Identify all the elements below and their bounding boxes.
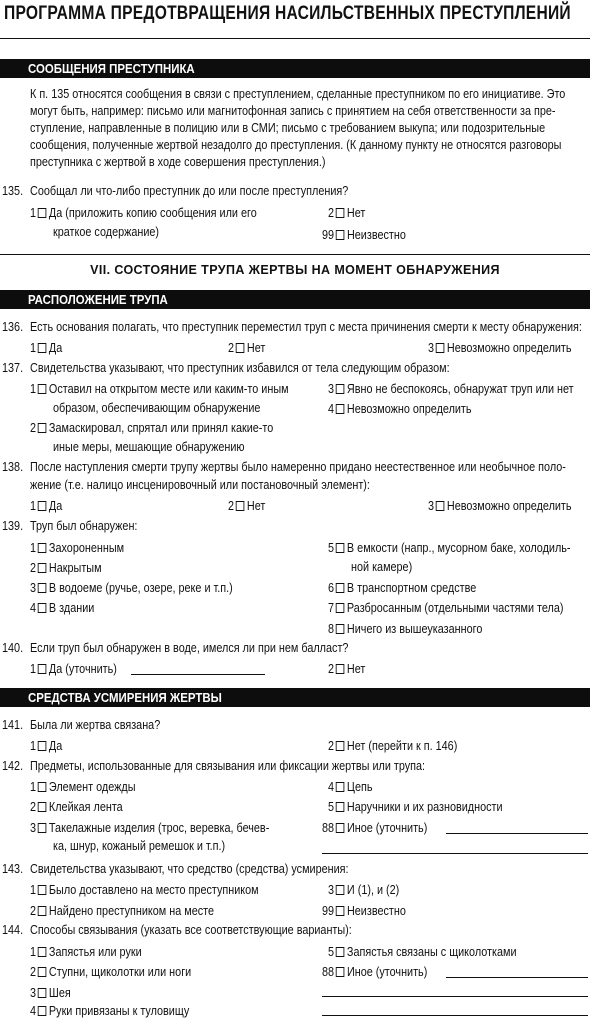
checkbox-icon[interactable]: [38, 947, 47, 957]
checkbox-icon[interactable]: [336, 782, 345, 792]
option-label: Запястья или руки: [48, 945, 142, 959]
question-text: Свидетельства указывают, что средство (средства) усмирения:: [30, 862, 349, 876]
section-header-restraint: СРЕДСТВА УСМИРЕНИЯ ЖЕРТВЫ: [28, 690, 222, 705]
checkbox-icon[interactable]: [38, 664, 47, 674]
option-label: Руки привязаны к туловищу: [48, 1004, 190, 1018]
option-136-3[interactable]: [428, 340, 572, 357]
option-code: 7: [328, 601, 335, 615]
option-code: 88: [322, 965, 335, 979]
option-code: 6: [328, 581, 335, 595]
question-text: Есть основания полагать, что преступник переместил труп с места причинения смерти к месту обнаружения:: [30, 320, 582, 334]
option-label: Ничего из вышеуказанного: [346, 622, 483, 636]
option-label: Клейкая лента: [48, 800, 123, 814]
option-label: В здании: [48, 601, 95, 615]
checkbox-icon[interactable]: [38, 423, 47, 433]
option-139-3[interactable]: [30, 580, 233, 597]
question-text: Труп был обнаружен:: [30, 519, 138, 533]
option-139-2[interactable]: [30, 560, 102, 577]
checkbox-icon[interactable]: [436, 501, 445, 511]
option-code: 5: [328, 541, 335, 555]
option-code: 1: [30, 382, 37, 396]
option-135-99[interactable]: [322, 227, 406, 244]
checkbox-icon[interactable]: [38, 823, 47, 833]
option-label: Иное (уточнить): [346, 965, 428, 979]
option-135-2[interactable]: [328, 205, 365, 222]
option-142-5[interactable]: [328, 799, 503, 816]
option-144-88[interactable]: [322, 964, 427, 981]
question-number: 135.: [2, 184, 24, 198]
option-code: 2: [328, 206, 335, 220]
checkbox-icon[interactable]: [38, 906, 47, 916]
option-code: 4: [328, 780, 335, 794]
option-code: 3: [328, 883, 335, 897]
question-number: 140.: [2, 641, 24, 655]
intro-line: могут быть, например: письмо или магнитофонная запись с принятием на себя ответственности за пре-: [30, 104, 556, 118]
option-label: Да (приложить копию сообщения или его: [48, 206, 257, 220]
option-139-6[interactable]: [328, 580, 476, 597]
option-label: Невозможно определить: [346, 402, 472, 416]
option-136-1[interactable]: [30, 340, 62, 357]
question-number: 139.: [2, 519, 24, 533]
specify-line-140[interactable]: [131, 674, 265, 675]
option-143-3[interactable]: [328, 882, 399, 899]
option-137-3[interactable]: [328, 381, 574, 398]
question-text-cont: жение (т.е. налицо инсценировочный или постановочный элемент):: [30, 478, 370, 492]
section-bar-location: [0, 290, 590, 309]
checkbox-icon[interactable]: [38, 782, 47, 792]
option-label: В емкости (напр., мусорном баке, холодиль-: [346, 541, 571, 555]
question-text: Способы связывания (указать все соответствующие варианты):: [30, 923, 352, 937]
option-label: Нет: [346, 206, 366, 220]
checkbox-icon[interactable]: [38, 583, 47, 593]
checkbox-icon[interactable]: [38, 988, 47, 998]
question-text: Предметы, использованные для связывания или фиксации жертвы или трупа:: [30, 759, 426, 773]
option-code: 3: [328, 382, 335, 396]
option-label: Оставил на открытом месте или каким-то иным: [48, 382, 289, 396]
option-142-1[interactable]: [30, 779, 135, 796]
option-label: Замаскировал, спрятал или принял какие-то: [48, 421, 274, 435]
option-code: 2: [228, 341, 235, 355]
option-label: Найдено преступником на месте: [48, 904, 215, 918]
question-text: Сообщал ли что-либо преступник до или после преступления?: [30, 184, 349, 198]
option-label: Цепь: [346, 780, 373, 794]
checkbox-icon[interactable]: [38, 802, 47, 812]
checkbox-icon[interactable]: [336, 583, 345, 593]
checkbox-icon[interactable]: [38, 741, 47, 751]
option-label: Разбросанным (отдельными частями тела): [346, 601, 564, 615]
checkbox-icon[interactable]: [236, 343, 245, 353]
option-144-4[interactable]: [30, 1003, 189, 1020]
checkbox-icon[interactable]: [336, 802, 345, 812]
option-code: 4: [30, 1004, 37, 1018]
section-header-messages: СООБЩЕНИЯ ПРЕСТУПНИКА: [28, 61, 195, 76]
checkbox-icon[interactable]: [336, 208, 345, 218]
option-136-2[interactable]: [228, 340, 265, 357]
option-label: Накрытым: [48, 561, 102, 575]
option-label: Да (уточнить): [48, 662, 117, 676]
option-label: Да: [48, 341, 63, 355]
checkbox-icon[interactable]: [336, 603, 345, 613]
checkbox-icon[interactable]: [436, 343, 445, 353]
option-135-1[interactable]: [30, 205, 257, 222]
section-header-location: РАСПОЛОЖЕНИЕ ТРУПА: [28, 292, 168, 307]
intro-line: ступление, направленные в полицию или в СМИ; письмо с требованием выкупа; или подозрительные: [30, 121, 546, 135]
checkbox-icon[interactable]: [38, 208, 47, 218]
checkbox-icon[interactable]: [336, 947, 345, 957]
option-code: 99: [322, 228, 335, 242]
checkbox-icon[interactable]: [336, 624, 345, 634]
option-141-1[interactable]: [30, 738, 62, 755]
option-code: 1: [30, 341, 37, 355]
option-137-1[interactable]: [30, 381, 289, 398]
option-code: 99: [322, 904, 335, 918]
option-139-8[interactable]: [328, 621, 482, 638]
option-code: 2: [30, 800, 37, 814]
option-138-2[interactable]: [228, 498, 265, 515]
option-label: Запястья связаны с щиколотками: [346, 945, 517, 959]
option-code: 3: [30, 986, 37, 1000]
checkbox-icon[interactable]: [336, 906, 345, 916]
option-code: 3: [428, 499, 435, 513]
option-142-2[interactable]: [30, 799, 123, 816]
option-label: Такелажные изделия (трос, веревка, бечев-: [48, 821, 270, 835]
option-code: 8: [328, 622, 335, 636]
option-label: Невозможно определить: [446, 499, 572, 513]
option-label-cont: ка, шнур, кожаный ремешок и т.п.): [53, 839, 226, 853]
option-label: Невозможно определить: [446, 341, 572, 355]
option-code: 2: [228, 499, 235, 513]
question-text: После наступления смерти трупу жертвы было намеренно придано неестественное или необычное поло-: [30, 460, 566, 474]
option-label: Да: [48, 739, 63, 753]
option-label: В транспортном средстве: [346, 581, 477, 595]
question-number: 144.: [2, 923, 24, 937]
specify-line-142[interactable]: [446, 833, 588, 834]
option-140-2[interactable]: [328, 661, 365, 678]
section-bar-restraint: [0, 688, 590, 707]
option-143-2[interactable]: [30, 903, 214, 920]
section-title-vii: VII. СОСТОЯНИЕ ТРУПА ЖЕРТВЫ НА МОМЕНТ ОБНАРУЖЕНИЯ: [90, 263, 500, 277]
question-number: 136.: [2, 320, 24, 334]
option-label: И (1), и (2): [346, 883, 400, 897]
option-144-5[interactable]: [328, 944, 517, 961]
option-144-1[interactable]: [30, 944, 142, 961]
option-label: Неизвестно: [346, 904, 406, 918]
question-text: Если труп был обнаружен в воде, имелся ли при нем балласт?: [30, 641, 349, 655]
page-title: ПРОГРАММА ПРЕДОТВРАЩЕНИЯ НАСИЛЬСТВЕННЫХ ПРЕСТУПЛЕНИЙ: [4, 2, 571, 24]
checkbox-icon[interactable]: [336, 384, 345, 394]
question-number: 142.: [2, 759, 24, 773]
checkbox-icon[interactable]: [336, 664, 345, 674]
option-138-1[interactable]: [30, 498, 62, 515]
option-143-1[interactable]: [30, 882, 259, 899]
option-label: Нет: [346, 662, 366, 676]
checkbox-icon[interactable]: [38, 885, 47, 895]
option-code: 2: [30, 421, 37, 435]
specify-line-144[interactable]: [446, 977, 588, 978]
option-code: 1: [30, 883, 37, 897]
option-code: 3: [30, 821, 37, 835]
option-144-3[interactable]: [30, 985, 71, 1002]
checkbox-icon[interactable]: [336, 885, 345, 895]
option-139-7[interactable]: [328, 600, 564, 617]
option-142-88[interactable]: [322, 820, 427, 837]
option-label: Неизвестно: [346, 228, 406, 242]
option-label: В водоеме (ручье, озере, реке и т.п.): [48, 581, 233, 595]
option-142-3[interactable]: [30, 820, 269, 837]
option-label-cont: краткое содержание): [53, 225, 160, 239]
checkbox-icon[interactable]: [38, 543, 47, 553]
option-140-1[interactable]: [30, 661, 117, 678]
option-label: Нет: [246, 341, 266, 355]
option-code: 2: [328, 662, 335, 676]
option-code: 1: [30, 206, 37, 220]
specify-line-144b[interactable]: [322, 996, 588, 997]
option-label-cont: образом, обеспечивающим обнаружение: [53, 401, 261, 415]
option-code: 1: [30, 541, 37, 555]
question-number: 138.: [2, 460, 24, 474]
option-code: 88: [322, 821, 335, 835]
specify-line-144c[interactable]: [322, 1015, 588, 1016]
title-divider: [0, 38, 590, 39]
question-number: 137.: [2, 361, 24, 375]
option-138-3[interactable]: [428, 498, 572, 515]
intro-line: К п. 135 относятся сообщения в связи с преступлением, сделанные преступником по его инициативе. Это: [30, 87, 566, 101]
option-code: 4: [328, 402, 335, 416]
checkbox-icon[interactable]: [336, 230, 345, 240]
checkbox-icon[interactable]: [38, 343, 47, 353]
option-137-2[interactable]: [30, 420, 273, 437]
option-code: 2: [30, 561, 37, 575]
option-code: 1: [30, 945, 37, 959]
checkbox-icon[interactable]: [38, 563, 47, 573]
specify-line-142b[interactable]: [322, 853, 588, 854]
question-text: Свидетельства указывают, что преступник избавился от тела следующим образом:: [30, 361, 450, 375]
option-139-4[interactable]: [30, 600, 94, 617]
option-label-cont: ной камере): [351, 560, 413, 574]
checkbox-icon[interactable]: [336, 404, 345, 414]
option-141-2[interactable]: [328, 738, 457, 755]
option-label: Нет: [246, 499, 266, 513]
section-divider: [0, 254, 590, 255]
option-label: Шея: [48, 986, 71, 1000]
option-code: 2: [30, 904, 37, 918]
option-code: 1: [30, 780, 37, 794]
option-code: 3: [30, 581, 37, 595]
checkbox-icon[interactable]: [336, 543, 345, 553]
question-text: Была ли жертва связана?: [30, 718, 161, 732]
option-142-4[interactable]: [328, 779, 372, 796]
option-code: 5: [328, 800, 335, 814]
option-label-cont: иные меры, мешающие обнаружению: [53, 440, 245, 454]
option-code: 4: [30, 601, 37, 615]
option-label: Захороненным: [48, 541, 125, 555]
option-label: Ступни, щиколотки или ноги: [48, 965, 192, 979]
checkbox-icon[interactable]: [336, 741, 345, 751]
option-label: Наручники и их разновидности: [346, 800, 503, 814]
checkbox-icon[interactable]: [236, 501, 245, 511]
option-code: 2: [30, 965, 37, 979]
section-bar-messages: [0, 59, 590, 78]
question-number: 143.: [2, 862, 24, 876]
checkbox-icon[interactable]: [38, 603, 47, 613]
checkbox-icon[interactable]: [38, 1006, 47, 1016]
option-label: Нет (перейти к п. 146): [346, 739, 458, 753]
intro-line: сообщения, полученные жертвой незадолго до преступления. (К данному пункту не относятся разговоры: [30, 138, 562, 152]
option-code: 1: [30, 662, 37, 676]
intro-line: преступника с жертвой в ходе совершения преступления.): [30, 155, 326, 169]
option-code: 1: [30, 739, 37, 753]
checkbox-icon[interactable]: [38, 501, 47, 511]
option-label: Элемент одежды: [48, 780, 136, 794]
option-code: 2: [328, 739, 335, 753]
option-code: 3: [428, 341, 435, 355]
option-label: Было доставлено на место преступником: [48, 883, 259, 897]
option-label: Да: [48, 499, 63, 513]
checkbox-icon[interactable]: [336, 823, 345, 833]
checkbox-icon[interactable]: [38, 967, 47, 977]
question-number: 141.: [2, 718, 24, 732]
option-143-99[interactable]: [322, 903, 406, 920]
checkbox-icon[interactable]: [336, 967, 345, 977]
option-144-2[interactable]: [30, 964, 191, 981]
checkbox-icon[interactable]: [38, 384, 47, 394]
option-139-5[interactable]: [328, 540, 571, 557]
option-label: Иное (уточнить): [346, 821, 428, 835]
option-137-4[interactable]: [328, 401, 472, 418]
option-139-1[interactable]: [30, 540, 124, 557]
option-code: 1: [30, 499, 37, 513]
option-code: 5: [328, 945, 335, 959]
option-label: Явно не беспокоясь, обнаружат труп или нет: [346, 382, 574, 396]
